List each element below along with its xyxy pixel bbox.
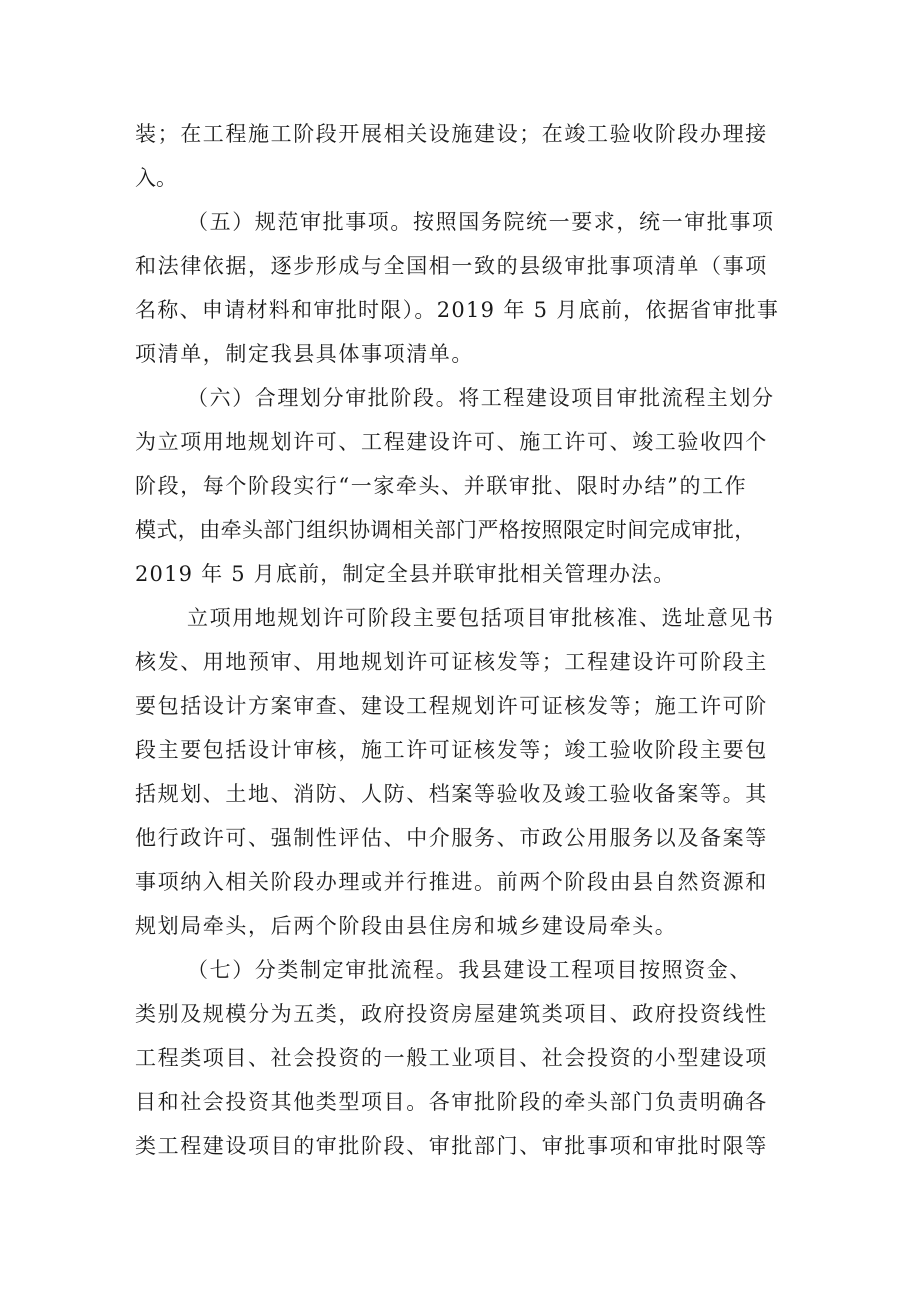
text-line: 装；在工程施工阶段开展相关设施建设；在竣工验收阶段办理接 (135, 122, 768, 146)
text-line: 括规划、土地、消防、人防、档案等验收及竣工验收备案等。其 (135, 782, 768, 806)
text-line: 段主要包括设计审核，施工许可证核发等；竣工验收阶段主要包 (135, 738, 768, 762)
text-line: 为立项用地规划许可、工程建设许可、施工许可、竣工验收四个 (135, 430, 768, 454)
text-line: 阶段，每个阶段实行“一家牵头、并联审批、限时办结”的工作 (135, 474, 748, 498)
text-line: 目和社会投资其他类型项目。各审批阶段的牵头部门负责明确各 (135, 1090, 768, 1114)
text-line: 和法律依据，逐步形成与全国相一致的县级审批事项清单（事项 (135, 254, 768, 278)
text-line: 规划局牵头，后两个阶段由县住房和城乡建设局牵头。 (135, 914, 678, 938)
text-line: 他行政许可、强制性评估、中介服务、市政公用服务以及备案等 (135, 826, 768, 850)
text-line: 2019 年 5 月底前，制定全县并联审批相关管理办法。 (135, 562, 676, 586)
text-line: 项清单，制定我县具体事项清单。 (135, 342, 474, 366)
text-line: 立项用地规划许可阶段主要包括项目审批核准、选址意见书 (187, 606, 775, 630)
text-line: 类别及规模分为五类，政府投资房屋建筑类项目、政府投资线性 (135, 1002, 768, 1026)
text-line: 工程类项目、社会投资的一般工业项目、社会投资的小型建设项 (135, 1046, 768, 1070)
text-line: 模式，由牵头部门组织协调相关部门严格按照限定时间完成审批， (135, 518, 756, 542)
text-line: 核发、用地预审、用地规划许可证核发等；工程建设许可阶段主 (135, 650, 768, 674)
text-line: 名称、申请材料和审批时限）。2019 年 5 月底前，依据省审批事 (135, 298, 780, 322)
text-line: 类工程建设项目的审批阶段、审批部门、审批事项和审批时限等 (135, 1134, 768, 1158)
text-line: 事项纳入相关阶段办理或并行推进。前两个阶段由县自然资源和 (135, 870, 768, 894)
text-line: （七）分类制定审批流程。我县建设工程项目按照资金、 (187, 958, 752, 982)
text-line: （五）规范审批事项。按照国务院统一要求，统一审批事项 (187, 210, 775, 234)
text-line: （六）合理划分审批阶段。将工程建设项目审批流程主划分 (187, 386, 775, 410)
text-line: 入。 (135, 166, 177, 190)
text-line: 要包括设计方案审查、建设工程规划许可证核发等；施工许可阶 (135, 694, 768, 718)
